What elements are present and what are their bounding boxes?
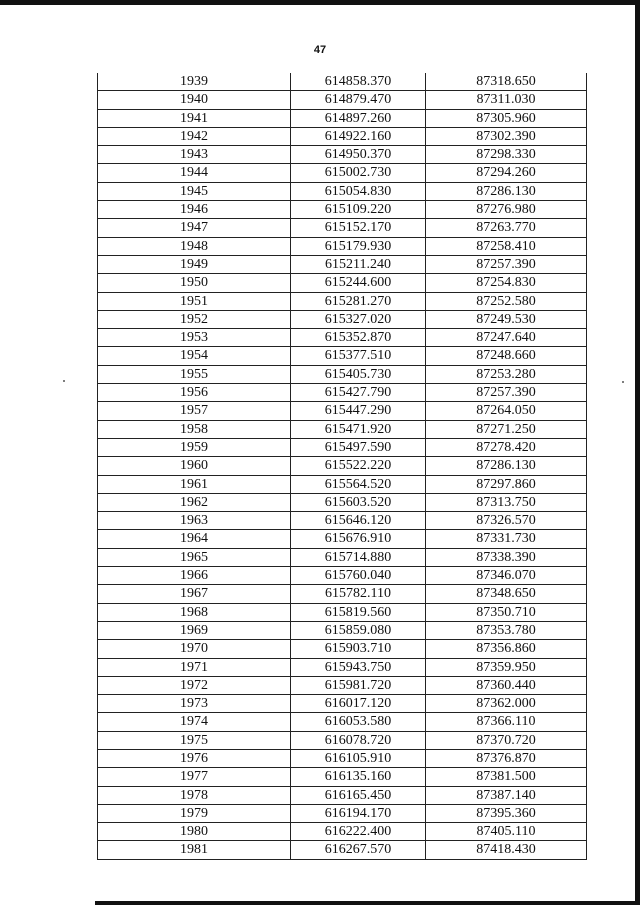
x-value-cell: 615179.930	[291, 237, 426, 255]
x-value-cell: 614950.370	[291, 146, 426, 164]
y-value-cell: 87366.110	[426, 713, 587, 731]
x-value-cell: 615603.520	[291, 493, 426, 511]
table-row	[98, 567, 587, 585]
table-row	[98, 402, 587, 420]
table-row	[98, 749, 587, 767]
y-value-cell: 87258.410	[426, 237, 587, 255]
x-value-cell: 614897.260	[291, 109, 426, 127]
y-value-cell: 87248.660	[426, 347, 587, 365]
x-value-cell: 615405.730	[291, 365, 426, 383]
year-cell: 1939	[98, 73, 291, 91]
x-value-cell: 615471.920	[291, 420, 426, 438]
table-row	[98, 365, 587, 383]
x-value-cell: 615109.220	[291, 201, 426, 219]
x-value-cell: 616105.910	[291, 749, 426, 767]
table-row	[98, 768, 587, 786]
table-row	[98, 201, 587, 219]
table-row	[98, 658, 587, 676]
table-row	[98, 841, 587, 859]
y-value-cell: 87294.260	[426, 164, 587, 182]
x-value-cell: 614922.160	[291, 127, 426, 145]
year-cell: 1959	[98, 438, 291, 456]
x-value-cell: 615903.710	[291, 640, 426, 658]
table-row	[98, 786, 587, 804]
year-cell: 1963	[98, 512, 291, 530]
table-row	[98, 274, 587, 292]
table-row	[98, 804, 587, 822]
y-value-cell: 87381.500	[426, 768, 587, 786]
y-value-cell: 87418.430	[426, 841, 587, 859]
year-cell: 1943	[98, 146, 291, 164]
x-value-cell: 616078.720	[291, 731, 426, 749]
table-row	[98, 255, 587, 273]
table-row	[98, 310, 587, 328]
y-value-cell: 87395.360	[426, 804, 587, 822]
year-cell: 1960	[98, 457, 291, 475]
y-value-cell: 87362.000	[426, 695, 587, 713]
x-value-cell: 615819.560	[291, 603, 426, 621]
table-row	[98, 292, 587, 310]
x-value-cell: 615760.040	[291, 567, 426, 585]
year-cell: 1981	[98, 841, 291, 859]
x-value-cell: 615211.240	[291, 255, 426, 273]
x-value-cell: 615522.220	[291, 457, 426, 475]
x-value-cell: 615646.120	[291, 512, 426, 530]
year-cell: 1953	[98, 329, 291, 347]
year-cell: 1945	[98, 182, 291, 200]
x-value-cell: 616194.170	[291, 804, 426, 822]
year-cell: 1976	[98, 749, 291, 767]
table-row	[98, 73, 587, 91]
table-row	[98, 164, 587, 182]
page-number: 47	[313, 44, 327, 56]
year-cell: 1944	[98, 164, 291, 182]
table-row	[98, 823, 587, 841]
year-cell: 1958	[98, 420, 291, 438]
table-row	[98, 438, 587, 456]
y-value-cell: 87286.130	[426, 457, 587, 475]
x-value-cell: 614879.470	[291, 91, 426, 109]
y-value-cell: 87254.830	[426, 274, 587, 292]
year-cell: 1965	[98, 548, 291, 566]
year-cell: 1942	[98, 127, 291, 145]
data-table	[97, 73, 587, 860]
table-row	[98, 384, 587, 402]
x-value-cell: 615676.910	[291, 530, 426, 548]
table-row	[98, 493, 587, 511]
y-value-cell: 87264.050	[426, 402, 587, 420]
y-value-cell: 87302.390	[426, 127, 587, 145]
x-value-cell: 615943.750	[291, 658, 426, 676]
year-cell: 1950	[98, 274, 291, 292]
y-value-cell: 87263.770	[426, 219, 587, 237]
year-cell: 1980	[98, 823, 291, 841]
year-cell: 1962	[98, 493, 291, 511]
x-value-cell: 615002.730	[291, 164, 426, 182]
table-row	[98, 420, 587, 438]
x-value-cell: 615377.510	[291, 347, 426, 365]
x-value-cell: 615327.020	[291, 310, 426, 328]
y-value-cell: 87271.250	[426, 420, 587, 438]
table-row	[98, 713, 587, 731]
x-value-cell: 614858.370	[291, 73, 426, 91]
y-value-cell: 87360.440	[426, 676, 587, 694]
x-value-cell: 615152.170	[291, 219, 426, 237]
year-cell: 1964	[98, 530, 291, 548]
y-value-cell: 87338.390	[426, 548, 587, 566]
table-row	[98, 457, 587, 475]
year-cell: 1956	[98, 384, 291, 402]
year-cell: 1977	[98, 768, 291, 786]
year-cell: 1973	[98, 695, 291, 713]
x-value-cell: 616017.120	[291, 695, 426, 713]
y-value-cell: 87247.640	[426, 329, 587, 347]
x-value-cell: 616267.570	[291, 841, 426, 859]
scan-border-bottom	[95, 901, 640, 905]
y-value-cell: 87387.140	[426, 786, 587, 804]
y-value-cell: 87331.730	[426, 530, 587, 548]
x-value-cell: 616222.400	[291, 823, 426, 841]
year-cell: 1947	[98, 219, 291, 237]
table-row	[98, 146, 587, 164]
y-value-cell: 87305.960	[426, 109, 587, 127]
year-cell: 1954	[98, 347, 291, 365]
scan-speck	[622, 381, 624, 383]
year-cell: 1949	[98, 255, 291, 273]
table-row	[98, 475, 587, 493]
y-value-cell: 87353.780	[426, 621, 587, 639]
year-cell: 1951	[98, 292, 291, 310]
y-value-cell: 87376.870	[426, 749, 587, 767]
y-value-cell: 87326.570	[426, 512, 587, 530]
y-value-cell: 87346.070	[426, 567, 587, 585]
year-cell: 1978	[98, 786, 291, 804]
y-value-cell: 87253.280	[426, 365, 587, 383]
y-value-cell: 87297.860	[426, 475, 587, 493]
x-value-cell: 615782.110	[291, 585, 426, 603]
year-cell: 1966	[98, 567, 291, 585]
year-cell: 1975	[98, 731, 291, 749]
x-value-cell: 615054.830	[291, 182, 426, 200]
year-cell: 1971	[98, 658, 291, 676]
y-value-cell: 87276.980	[426, 201, 587, 219]
x-value-cell: 616135.160	[291, 768, 426, 786]
table-row	[98, 676, 587, 694]
year-cell: 1979	[98, 804, 291, 822]
table-row	[98, 219, 587, 237]
year-cell: 1968	[98, 603, 291, 621]
y-value-cell: 87257.390	[426, 384, 587, 402]
table-row	[98, 548, 587, 566]
year-cell: 1940	[98, 91, 291, 109]
x-value-cell: 615981.720	[291, 676, 426, 694]
x-value-cell: 615497.590	[291, 438, 426, 456]
table-row	[98, 512, 587, 530]
table-row	[98, 695, 587, 713]
x-value-cell: 615427.790	[291, 384, 426, 402]
y-value-cell: 87405.110	[426, 823, 587, 841]
scan-border-right	[635, 0, 640, 905]
table-row	[98, 91, 587, 109]
y-value-cell: 87257.390	[426, 255, 587, 273]
year-cell: 1957	[98, 402, 291, 420]
y-value-cell: 87350.710	[426, 603, 587, 621]
y-value-cell: 87249.530	[426, 310, 587, 328]
x-value-cell: 615447.290	[291, 402, 426, 420]
y-value-cell: 87318.650	[426, 73, 587, 91]
year-cell: 1955	[98, 365, 291, 383]
x-value-cell: 615352.870	[291, 329, 426, 347]
y-value-cell: 87313.750	[426, 493, 587, 511]
x-value-cell: 615281.270	[291, 292, 426, 310]
x-value-cell: 615564.520	[291, 475, 426, 493]
table-row	[98, 731, 587, 749]
year-cell: 1946	[98, 201, 291, 219]
table-row	[98, 603, 587, 621]
y-value-cell: 87278.420	[426, 438, 587, 456]
x-value-cell: 616053.580	[291, 713, 426, 731]
x-value-cell: 615244.600	[291, 274, 426, 292]
scan-speck	[63, 380, 65, 382]
table-row	[98, 585, 587, 603]
year-cell: 1972	[98, 676, 291, 694]
scan-border-top	[0, 0, 640, 5]
y-value-cell: 87370.720	[426, 731, 587, 749]
y-value-cell: 87286.130	[426, 182, 587, 200]
x-value-cell: 615714.880	[291, 548, 426, 566]
table-row	[98, 237, 587, 255]
year-cell: 1952	[98, 310, 291, 328]
table-row	[98, 621, 587, 639]
y-value-cell: 87311.030	[426, 91, 587, 109]
y-value-cell: 87356.860	[426, 640, 587, 658]
y-value-cell: 87298.330	[426, 146, 587, 164]
table-row	[98, 182, 587, 200]
table-row	[98, 329, 587, 347]
table-row	[98, 127, 587, 145]
table-row	[98, 109, 587, 127]
x-value-cell: 615859.080	[291, 621, 426, 639]
year-cell: 1970	[98, 640, 291, 658]
y-value-cell: 87348.650	[426, 585, 587, 603]
table-row	[98, 347, 587, 365]
y-value-cell: 87359.950	[426, 658, 587, 676]
year-cell: 1967	[98, 585, 291, 603]
table-body	[98, 73, 587, 859]
year-cell: 1948	[98, 237, 291, 255]
table-row	[98, 640, 587, 658]
year-cell: 1974	[98, 713, 291, 731]
table-row	[98, 530, 587, 548]
year-cell: 1969	[98, 621, 291, 639]
year-cell: 1961	[98, 475, 291, 493]
x-value-cell: 616165.450	[291, 786, 426, 804]
y-value-cell: 87252.580	[426, 292, 587, 310]
year-cell: 1941	[98, 109, 291, 127]
